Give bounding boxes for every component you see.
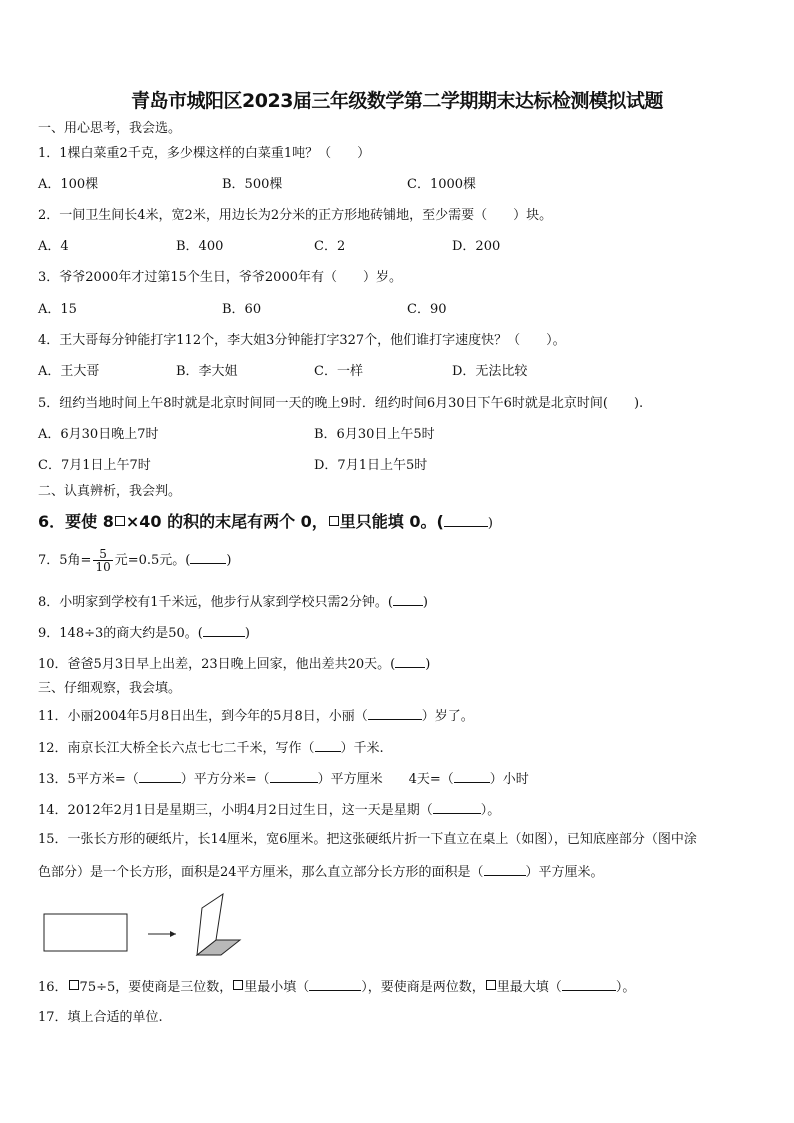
blank-square-icon [486,980,496,990]
q13-answer-blank-2[interactable] [270,769,318,783]
q5-option-d[interactable]: D．7月1日上午5时 [314,458,428,473]
page-title: 青岛市城阳区2023届三年级数学第二学期期末达标检测模拟试题 [131,90,663,112]
q2-option-c[interactable]: C．2 [314,239,346,254]
q11-text-end: ）岁了。 [421,709,474,724]
q3-option-c[interactable]: C．90 [407,302,447,317]
q14-text: 14．2012年2月1日是星期三，小明4月2日过生日，这一天是星期（ [38,803,433,818]
blank-square-icon [233,980,243,990]
q16-part-1: 16． [38,980,68,995]
q4-option-b[interactable]: B．李大姐 [176,364,238,379]
q3-option-a[interactable]: A．15 [38,302,77,317]
question-8 [38,592,428,612]
q6-text-pre: 6．要使 8 [38,512,114,531]
q5-option-a[interactable]: A．6月30日晚上7时 [38,427,159,442]
q11-answer-blank[interactable] [368,706,422,720]
q6-answer-blank[interactable] [444,513,488,527]
q9-answer-blank[interactable] [203,623,245,637]
blank-square-icon [115,516,125,526]
blank-square-icon [329,516,339,526]
q8-text: 8．小明家到学校有1千米远，他步行从家到学校只需2分钟。( [38,595,393,610]
q16-answer-blank-1[interactable] [309,977,361,991]
q14-answer-blank[interactable] [433,800,481,814]
question-10 [38,654,430,674]
q5-option-b[interactable]: B．6月30日上午5时 [314,427,435,442]
q2-option-a[interactable]: A．4 [38,239,69,254]
question-2: 2．一间卫生间长4米，宽2米，用边长为2分米的正方形地砖铺地，至少需要（ ）块。 [38,208,553,223]
q12-text: 12．南京长江大桥全长六点七七二千米，写作（ [38,741,315,756]
q8-answer-blank[interactable] [393,592,423,606]
q14-text-end: ）。 [480,803,501,818]
q7-answer-blank[interactable] [190,550,226,564]
q8-text-end: ) [422,595,428,610]
q12-answer-blank[interactable] [315,738,341,752]
question-5: 5．纽约当地时间上午8时就是北京时间同一天的晚上9时．纽约时间6月30日下午6时就是北京时间( ). [38,396,644,411]
q11-text: 11．小丽2004年5月8日出生，到今年的5月8日，小丽（ [38,709,368,724]
q2-option-b[interactable]: B．400 [176,239,224,254]
q3-option-b[interactable]: B．60 [222,302,262,317]
flat-rectangle [44,914,127,951]
q10-answer-blank[interactable] [395,654,425,668]
q7-text-pre: 7．5角= [38,553,92,568]
q15-answer-blank[interactable] [484,862,526,876]
q16-answer-blank-2[interactable] [562,977,616,991]
section-2-heading: 二、认真辨析，我会判。 [38,484,182,499]
q13-part-2: ）平方分米=（ [180,772,270,787]
q5-option-c[interactable]: C．7月1日上午7时 [38,458,151,473]
q12-text-end: ）千米. [340,741,384,756]
arrow-right-icon [170,931,176,937]
question-17: 17．填上合适的单位. [38,1010,163,1025]
question-16 [38,977,635,997]
question-7 [38,548,231,574]
q4-option-c[interactable]: C．一样 [314,364,363,379]
question-9 [38,623,250,643]
q16-part-3: 里最小填（ [244,980,310,995]
q16-part-2: 75÷5，要使商是三位数， [79,980,233,995]
q15-text-end: ）平方厘米。 [525,865,604,880]
fraction-denominator: 10 [95,560,111,574]
question-6 [38,512,493,533]
q13-part-4: ）小时 [489,772,529,787]
question-15-line-2 [38,862,604,882]
fraction [93,548,112,573]
section-1-heading: 一、用心思考，我会选。 [38,121,182,136]
blank-square-icon [69,980,79,990]
q16-part-4: ），要使商是两位数， [361,980,485,995]
question-11 [38,706,474,726]
q2-option-d[interactable]: D．200 [452,239,501,254]
question-1: 1．1棵白菜重2千克，多少棵这样的白菜重1吨？（ ） [38,146,371,161]
q10-text-end: ) [425,657,431,672]
q13-answer-blank-3[interactable] [454,769,490,783]
folding-card-figure [40,892,250,962]
section-3-heading: 三、仔细观察，我会填。 [38,681,182,696]
q10-text: 10．爸爸5月3日早上出差，23日晚上回家，他出差共20天。( [38,657,396,672]
question-15-line-1: 15．一张长方形的硬纸片，长14厘米，宽6厘米。把这张硬纸片折一下直立在桌上（如图），已知底座部分（图中涂 [38,832,697,847]
q15-text: 色部分）是一个长方形，面积是24平方厘米，那么直立部分长方形的面积是（ [38,865,484,880]
q7-text-end: ) [226,553,232,568]
q9-text: 9．148÷3的商大约是50。( [38,626,203,641]
question-13 [38,769,529,789]
q6-text-mid: ×40 的积的末尾有两个 0， [125,512,328,531]
q9-text-end: ) [244,626,250,641]
question-14 [38,800,500,820]
fraction-numerator: 5 [93,548,112,561]
q6-text-end: ) [487,516,493,531]
question-3: 3．爷爷2000年才过第15个生日，爷爷2000年有（ ）岁。 [38,270,402,285]
q1-option-b[interactable]: B．500棵 [222,177,283,192]
q7-text-post: 元=0.5元。( [114,553,191,568]
q16-part-5: 里最大填（ [496,980,562,995]
q1-option-a[interactable]: A．100棵 [38,177,99,192]
q4-option-a[interactable]: A．王大哥 [38,364,100,379]
q6-text-post: 里只能填 0。( [339,512,444,531]
question-4: 4．王大哥每分钟能打字112个，李大姐3分钟能打字327个，他们谁打字速度快？（ ）。 [38,333,566,348]
q4-option-d[interactable]: D．无法比较 [452,364,528,379]
q13-part-3: ）平方厘米 4天=（ [317,772,454,787]
question-12 [38,738,384,758]
q1-option-c[interactable]: C．1000棵 [407,177,477,192]
q13-part-1: 13．5平方米=（ [38,772,139,787]
q16-part-6: ）。 [615,980,636,995]
q13-answer-blank-1[interactable] [139,769,181,783]
